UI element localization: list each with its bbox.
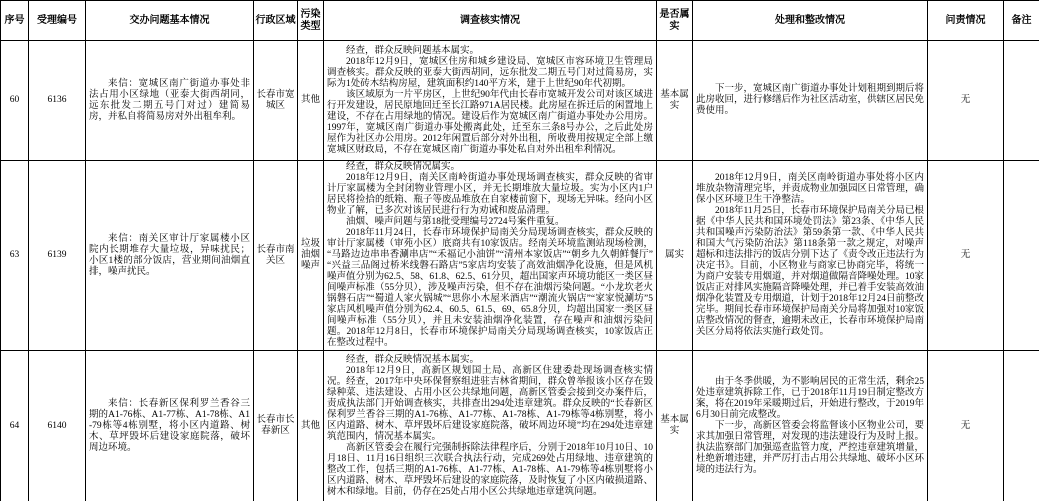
cell-pollution-type: 垃圾油烟噪声 xyxy=(298,161,324,351)
cell-pollution-type: 其他 xyxy=(298,351,324,501)
investigation-paragraph: 2018年12月9日，宽城区住房和城乡建设局、宽城区市容环境卫生管理局调查核实。群众反映的亚泰大街西胡同，远东批发二期五号门对过简易房，实际为1处砖木结构房屋，建筑面积约140平方米，建于上世纪90年代初期。 xyxy=(327,56,653,89)
cell-handling xyxy=(693,351,928,501)
investigation-paragraph: 经查，群众反映情况属实。 xyxy=(346,162,461,172)
cell-accountability: 无 xyxy=(928,351,1004,501)
cell-verified: 基本属实 xyxy=(657,351,693,501)
problem-paragraph: 来信：长春新区保利罗兰香谷三期的A1-76栋、A1-77栋、A1-78栋、A1-79栋等4栋别墅，将小区内道路、树木、草坪毁坏后建设家庭院落，破坏周边环境。 xyxy=(89,398,250,453)
cell-region: 长春市宽城区 xyxy=(254,41,298,161)
investigation-paragraph: 2018年11月24日，长春市环境保护局南关分局现场调查核实，群众反映的审计厅家属楼（审苑小区）底商共有10家饭店。经南关环境监测站现场检测，“马路边边串串香涮串店”“禾福记小油饼”“清州本家饭店”“朝乡九久朝鲜餐厅”“兴益三品阁过桥米线磐石路店”5家店均安装了高效油烟净化设施，但是风机噪声值分别为62.5、58、61.8、62.5、61分贝，超出国家声环境功能区一类区昼间噪声标准（55分贝），涉及噪声污染，但不存在油烟污染问题。“小龙坎老火锅磐石店”“蜀道人家火锅城”“思你小木屋米酒店”“潮流火锅店”“家家悦涮坊”5家店风机噪声值分别为62.4、60.5、61.5、69、65.8分贝，均超出国家一类区昼间噪声标准（55分贝），并且未安装油烟净化装置，存在噪声和油烟污染问题。2018年12月8日，长春市环境保护局南关分局现场调查核实，10家饭店正在整改过程中。 xyxy=(327,228,653,348)
cell-region: 长春市南关区 xyxy=(254,161,298,351)
cell-handling xyxy=(693,41,928,161)
cell-remark xyxy=(1004,161,1039,351)
col-header-problem: 交办问题基本情况 xyxy=(86,1,254,41)
cell-pollution-type: 其他 xyxy=(298,41,324,161)
cell-problem xyxy=(86,351,254,501)
cell-verified: 属实 xyxy=(657,161,693,351)
cell-problem xyxy=(86,41,254,161)
header-row xyxy=(1,1,1039,41)
investigation-paragraph: 该区域原为一片平房区，上世纪90年代由长春市宽城开发公司对该区域进行开发建设，居民原地回迁至长江路971A居民楼。此房屋在拆迁后的闲置地上建设，不存在占用绿地的情况。建设后作为宽城区南广街道办事处办公用房。1997年，宽城区南广街道办事处搬离此处，迁至东三条8号办公，之后此处房屋作为社区办公用房。2012年闲置后部分对外出租，所收费用按规定全部上缴宽城区财政局，不存在宽城区南广街道办事处私自对外出租牟利情况。 xyxy=(327,89,653,155)
col-header-seq: 序号 xyxy=(1,1,29,41)
cell-seq: 64 xyxy=(1,351,29,501)
investigation-paragraph: 经查，群众反映情况基本属实。 xyxy=(346,354,480,365)
handling-paragraph: 2018年12月9日，南关区南岭街道办事处将小区内堆放杂物清理完毕，并责成物业加强园区日常管理，确保小区环境卫生干净整洁。 xyxy=(696,173,925,205)
investigation-paragraph: 油烟、噪声问题与第18批受理编号2724号案件重复。 xyxy=(346,217,565,227)
col-header-case-no: 受理编号 xyxy=(29,1,86,41)
table-row-64 xyxy=(1,351,1039,501)
problem-paragraph: 来信：宽城区南广街道办事处非法占用小区绿地（亚泰大街西胡同，远东批发二期五号门对过）建简易房，并私自将简易房对外出租牟利。 xyxy=(89,78,250,122)
cell-verified: 基本属实 xyxy=(657,41,693,161)
cell-accountability: 无 xyxy=(928,41,1004,161)
col-header-accountability: 问责情况 xyxy=(928,1,1004,41)
col-header-pollution-type: 污染类型 xyxy=(298,1,324,41)
handling-paragraph: 2018年11月25日，长春市环境保护局南关分局已根据《中华人民共和国环境处罚法》第23条、《中华人民共和国噪声污染防治法》第59条第一款、《中华人民共和国大气污染防治法》第118条第一款之规定，对噪声超标和违法排污的饭店分别下达了《责令改正违法行为决定书》。目前，小区物业与商家已协商完毕，将统一为商户安装专用烟道，并对烟道做隔音降噪处理。10家饭店正对排风实施隔音降噪处理，并已着手安装高效油烟净化装置及专用烟道，计划于2018年12月24日前整改完毕。期间长春市环境保护局南关分局将加强对10家饭店整改情况的督查，逾期未改正，长春市环境保护局南关区分局将依法实施行政处罚。 xyxy=(696,206,925,337)
cell-region: 长春市长春新区 xyxy=(254,351,298,501)
problem-paragraph: 来信：南关区审计厅家属楼小区院内长期堆存大量垃圾，异味扰民；小区1楼的部分饭店，营业期间油烟直排，噪声扰民。 xyxy=(89,233,250,277)
cell-investigation xyxy=(324,161,657,351)
table-row-60 xyxy=(1,41,1039,161)
cell-handling xyxy=(693,161,928,351)
table-row-63 xyxy=(1,161,1039,351)
investigation-paragraph: 高新区管委会在履行完强制拆除法律程序后，分别于2018年10月10日、10月18日、11月16日组织三次联合执法行动，完成269处占用绿地、违章建筑的整改工作，包括三期的A1-76栋、A1-77栋、A1-78栋、A1-79栋等4栋别墅将小区内道路、树木、草坪毁坏后建设的家庭院落，及时恢复了小区内破损道路、树木和绿地。目前，仍存在25处占用小区公共绿地违章建筑问题。 xyxy=(327,442,653,497)
handling-paragraph: 下一步，高新区管委会将监督该小区物业公司，要求其加强日常管理，对发现的违法建设行为及时上报。执法监察部门加强巡查监管力度，严控违章建筑增量，杜绝新增违建，并严厉打击占用公共绿地、破坏小区环境的违法行为。 xyxy=(696,420,925,475)
investigation-paragraph: 2018年12月9日，南关区南岭街道办事处现场调查核实，群众反映的省审计厅家属楼为全封闭物业管理小区，并无长期堆放大量垃圾。实为小区内1户居民将捡拾的纸箱、瓶子等废品堆放在自家楼前窗下，现场无异味。经向小区物业了解，已多次对该居民进行行为劝诫和废品清理。 xyxy=(327,173,653,216)
cell-remark xyxy=(1004,351,1039,501)
col-header-investigation: 调查核实情况 xyxy=(324,1,657,41)
col-header-region: 行政区域 xyxy=(254,1,298,41)
cell-investigation xyxy=(324,351,657,501)
col-header-remark: 备注 xyxy=(1004,1,1039,41)
cell-case-no: 6139 xyxy=(29,161,86,351)
cell-case-no: 6140 xyxy=(29,351,86,501)
handling-paragraph: 下一步，宽城区南广街道办事处计划租期到期后将此房收回，进行修缮后作为社区活动室，供辖区居民免费使用。 xyxy=(696,84,925,116)
investigation-paragraph: 2018年12月9日，高新区规划国土局、高新区住建委赴现场调查核实情况。经查，2017年中央环保督察组进驻吉林省期间，群众曾举报该小区存在毁绿种菜、违法建设、占用小区公共绿地问题，高新区管委会接到交办案件后，责成执法部门开始调查核实，共排查出294处违章建筑。群众反映的“长春新区保利罗兰香谷三期的A1-76栋、A1-77栋、A1-78栋、A1-79栋等4栋别墅，将小区内道路、树木、草坪毁坏后建设家庭院落，破坏周边环境”均在294处违章建筑范围内，情况基本属实。 xyxy=(327,365,653,442)
cell-case-no: 6136 xyxy=(29,41,86,161)
cell-accountability: 无 xyxy=(928,161,1004,351)
cell-seq: 63 xyxy=(1,161,29,351)
cell-seq: 60 xyxy=(1,41,29,161)
cell-investigation xyxy=(324,41,657,161)
col-header-handling: 处理和整改情况 xyxy=(693,1,928,41)
col-header-verified: 是否属实 xyxy=(657,1,693,41)
investigation-paragraph: 经查，群众反映问题基本属实。 xyxy=(346,45,480,56)
cell-remark xyxy=(1004,41,1039,161)
handling-paragraph: 由于冬季供暖，为不影响居民的正常生活，剩余25处违章建筑拆除工作，已于2018年11月19日制定整改方案，将在2019年采暖期过后，开始进行整改，于2019年6月30日前完成整改。 xyxy=(696,376,925,420)
cell-problem xyxy=(86,161,254,351)
